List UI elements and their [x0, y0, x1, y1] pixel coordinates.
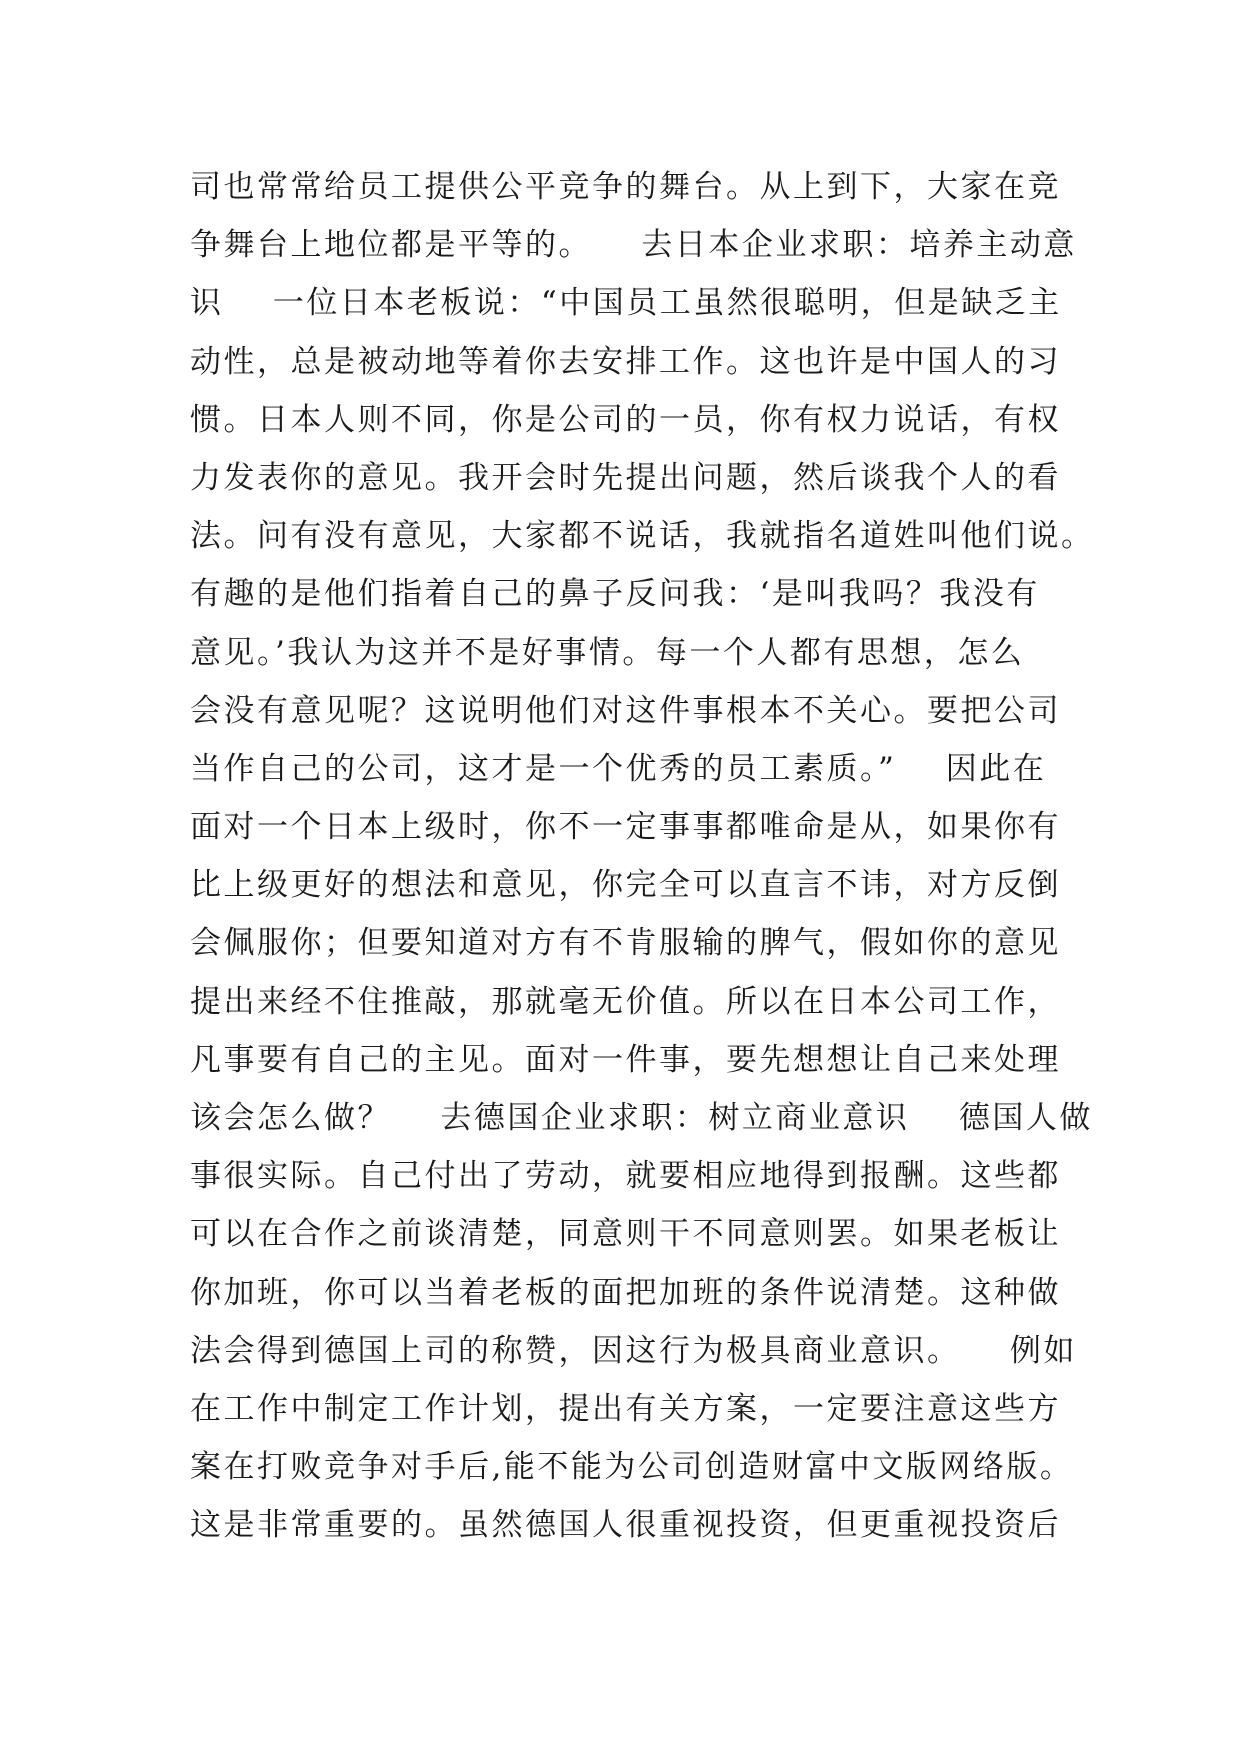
text-line: 动性，总是被动地等着你去安排工作。这也许是中国人的习 [190, 343, 1061, 380]
text-line: 法会得到德国上司的称赞，因这行为极具商业意识。 例如 [190, 1332, 1077, 1369]
body-text [190, 158, 1095, 1555]
text-line: 这是非常重要的。虽然德国人很重视投资，但更重视投资后 [190, 1507, 1061, 1544]
text-line: 提出来经不住推敲，那就毫无价值。所以在日本公司工作， [190, 983, 1061, 1020]
text-line: 面对一个日本上级时，你不一定事事都唯命是从，如果你有 [190, 809, 1061, 846]
text-line: 司也常常给员工提供公平竞争的舞台。从上到下，大家在竞 [190, 169, 1061, 205]
text-line: 会佩服你；但要知道对方有不肯服输的脾气，假如你的意见 [190, 925, 1061, 962]
text-line: 该会怎么做？ 去德国企业求职：树立商业意识 德国人做 [190, 1100, 1093, 1136]
text-line: 案在打败竞争对手后,能不能为公司创造财富中文版网络版。 [190, 1449, 1074, 1486]
text-line: 当作自己的公司，这才是一个优秀的员工素质。” 因此在 [190, 750, 1047, 787]
text-line: 有趣的是他们指着自己的鼻子反问我：‘是叫我吗？我没有 [190, 576, 1040, 613]
text-line: 比上级更好的想法和意见，你完全可以直言不讳，对方反倒 [190, 867, 1061, 904]
text-line: 可以在合作之前谈清楚，同意则干不同意则罢。如果老板让 [190, 1216, 1061, 1253]
text-line: 事很实际。自己付出了劳动，就要相应地得到报酬。这些都 [190, 1158, 1061, 1195]
text-line: 争舞台上地位都是平等的。 去日本企业求职：培养主动意 [190, 227, 1077, 264]
text-line: 意见。’我认为这并不是好事情。每一个人都有思想，怎么 [190, 634, 1025, 671]
text-line: 惯。日本人则不同，你是公司的一员，你有权力说话，有权 [190, 401, 1061, 438]
text-line: 凡事要有自己的主见。面对一件事，要先想想让自己来处理 [190, 1041, 1061, 1078]
text-line: 法。问有没有意见，大家都不说话，我就指名道姓叫他们说。 [190, 518, 1095, 555]
text-line: 你加班，你可以当着老板的面把加班的条件说清楚。这种做 [190, 1274, 1061, 1311]
text-line: 力发表你的意见。我开会时先提出问题，然后谈我个人的看 [190, 459, 1061, 496]
text-line: 会没有意见呢？这说明他们对这件事根本不关心。要把公司 [190, 692, 1061, 729]
text-line: 识 一位日本老板说：“中国员工虽然很聪明，但是缺乏主 [190, 285, 1062, 322]
text-line: 在工作中制定工作计划，提出有关方案，一定要注意这些方 [190, 1390, 1061, 1427]
